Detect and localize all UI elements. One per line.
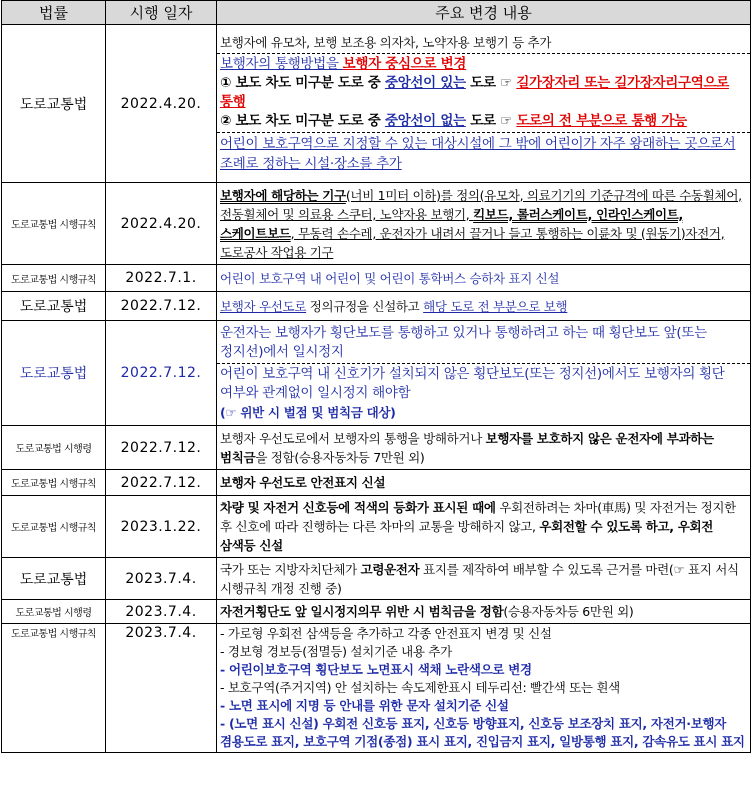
table-row xyxy=(2,470,751,496)
date-cell: 2022.7.12. xyxy=(106,292,217,321)
law-cell: 도로교통법 시행령 xyxy=(2,426,106,470)
law-cell: 도로교통법 xyxy=(2,558,106,600)
content-cell xyxy=(217,321,751,426)
date-cell: 2022.7.12. xyxy=(106,321,217,426)
table-row xyxy=(2,265,751,292)
header-content: 주요 변경 내용 xyxy=(217,1,751,25)
content-cell: 자전거횡단도 앞 일시정지의무 위반 시 범칙금을 정함(승용자동차등 6만원 외) xyxy=(217,600,751,624)
content-cell: 차량 및 자전거 신호등에 적색의 등화가 표시된 때에 우회전하려는 차마(車馬) 및 자전거는 정지한 후 신호에 따라 진행하는 다른 차마의 교통을 방해하지 않고, 우회전할 수 있도록 하고, 우회전 삼색등 신설 xyxy=(217,496,751,558)
date-cell: 2023.1.22. xyxy=(106,496,217,558)
table-row xyxy=(2,426,751,470)
date-cell: 2023.7.4. xyxy=(106,600,217,624)
table-row xyxy=(2,600,751,624)
content-cell: 국가 또는 지방자치단체가 고령운전자 표지를 제작하여 배부할 수 있도록 근거를 마련(☞ 표지 서식 시행규칙 개정 진행 중) xyxy=(217,558,751,600)
content-part: 보행자에 유모차, 보행 보조용 의자차, 노약자용 보행기 등 추가 xyxy=(220,35,552,50)
law-cell: 도로교통법 시행령 xyxy=(2,600,106,624)
content-cell: 보행자에 해당하는 기구(너비 1미터 이하)를 정의(유모차, 의료기기의 기준규격에 따른 수동휠체어, 전동휠체어 및 의료용 스쿠터, 노약자용 보행기, 킥보드, 롤러스케이트, 인라인스케이트, 스케이트보드, 무동력 손수레, 운전자가 내려서 끌거나 들고 통행하는 이륜차 및 (원동기)자전거, 도로공사 작업용 기구 xyxy=(217,183,751,265)
content-cell: 보행자 우선도로 안전표지 신설 xyxy=(217,470,751,496)
header-date: 시행 일자 xyxy=(106,1,217,25)
list-item: - 어린이보호구역 횡단보도 노면표시 색채 노란색으로 변경 xyxy=(220,662,532,677)
list-item: - 가로형 우회전 삼색등을 추가하고 각종 안전표지 변경 및 신설 xyxy=(220,626,552,641)
table-row xyxy=(2,624,751,753)
list-item: - 경보형 경보등(점멸등) 설치기준 내용 추가 xyxy=(220,644,452,659)
law-cell: 도로교통법 시행규칙 xyxy=(2,496,106,558)
content-cell: 어린이 보호구역 내 어린이 및 어린이 통학버스 승하차 표지 신설 xyxy=(217,265,751,292)
date-cell: 2023.7.4. xyxy=(106,558,217,600)
content-cell xyxy=(217,25,751,183)
law-cell: 도로교통법 시행규칙 xyxy=(2,265,106,292)
law-cell: 도로교통법 시행규칙 xyxy=(2,470,106,496)
law-cell: 도로교통법 xyxy=(2,25,106,183)
table-row xyxy=(2,292,751,321)
content-part: 운전자는 보행자가 횡단보도를 통행하고 있거나 통행하려고 하는 때 횡단보도 앞(또는 정지선)에서 일시정지 xyxy=(220,325,707,360)
list-item: - 노면 표시에 지명 등 안내를 위한 문자 설치기준 신설 xyxy=(220,698,509,713)
content-cell: 보행자 우선도로에서 보행자의 통행을 방해하거나 보행자를 보호하지 않은 운전자에 부과하는 범칙금을 정함(승용자동차등 7만원 외) xyxy=(217,426,751,470)
content-part: 보행자의 통행방법을 보행자 중심으로 변경 ① 보도 차도 미구분 도로 중 중앙선이 있는 도로 ☞ 길가장자리 또는 길가장자리구역으로 통행 ② 보도 차도 미구분 도로 중 중앙선이 없는 도로 ☞ 도로의 전 부분으로 통행 가능 xyxy=(217,53,750,132)
law-changes-table xyxy=(1,0,751,753)
date-cell: 2022.4.20. xyxy=(106,25,217,183)
table-header-row xyxy=(2,1,751,25)
date-cell: 2023.7.4. xyxy=(106,624,217,753)
table-row xyxy=(2,558,751,600)
list-item: - (노면 표시 신설) 우회전 신호등 표지, 신호등 방향표지, 신호등 보조장치 표지, 자전거·보행자 겸용도로 표지, 보호구역 기점(종점) 표시 표지, 진입금지 표지, 일방통행 표지, 감속유도 표시 표지 xyxy=(220,716,745,749)
list-item: - 보호구역(주거지역) 안 설치하는 속도제한표시 테두리선: 빨간색 또는 흰색 xyxy=(220,680,620,695)
date-cell: 2022.7.1. xyxy=(106,265,217,292)
content-part: 어린이 보호구역으로 지정할 수 있는 대상시설에 그 밖에 어린이가 자주 왕래하는 곳으로서 조례로 정하는 시설·장소를 추가 xyxy=(217,132,750,175)
law-cell: 도로교통법 시행규칙 xyxy=(2,624,106,753)
date-cell: 2022.7.12. xyxy=(106,426,217,470)
law-cell: 도로교통법 xyxy=(2,321,106,426)
date-cell: 2022.4.20. xyxy=(106,183,217,265)
law-cell: 도로교통법 시행규칙 xyxy=(2,183,106,265)
law-cell: 도로교통법 xyxy=(2,292,106,321)
date-cell: 2022.7.12. xyxy=(106,470,217,496)
table-row xyxy=(2,25,751,183)
header-law: 법률 xyxy=(2,1,106,25)
content-cell: 보행자 우선도로 정의규정을 신설하고 해당 도로 전 부분으로 보행 xyxy=(217,292,751,321)
content-cell xyxy=(217,624,751,753)
table-row xyxy=(2,183,751,265)
content-part: 어린이 보호구역 내 신호기가 설치되지 않은 횡단보도(또는 정지선)에서도 보행자의 횡단 여부와 관계없이 일시정지 해야함 (☞ 위반 시 벌점 및 범칙금 대상) xyxy=(217,363,750,423)
table-row xyxy=(2,496,751,558)
table-row xyxy=(2,321,751,426)
